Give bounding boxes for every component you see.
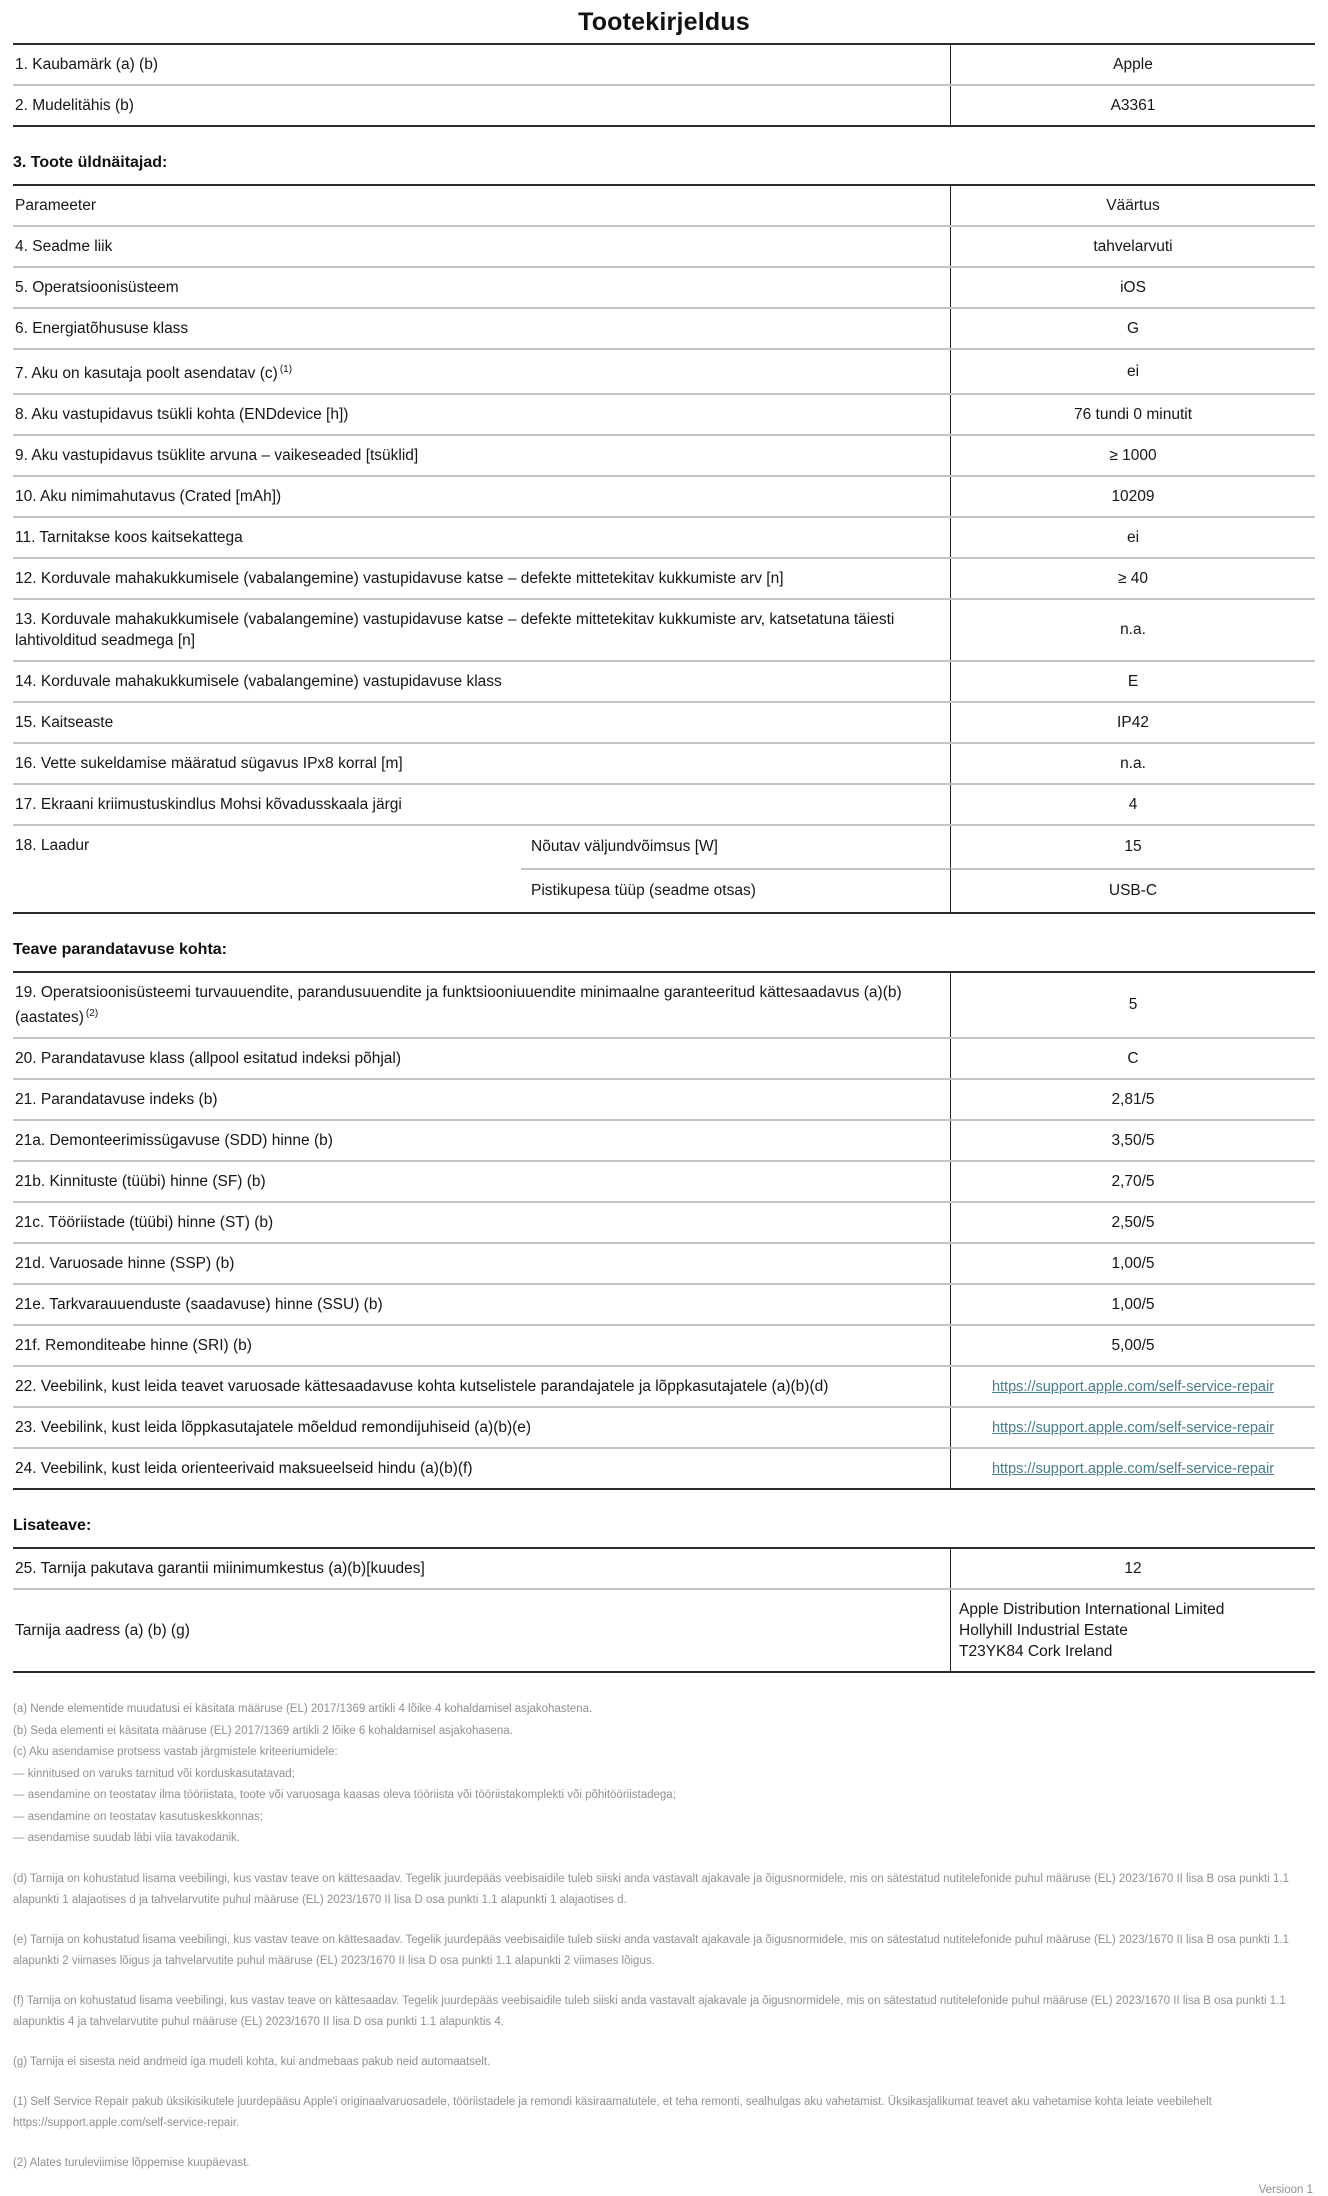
footnote-ref-1: (1)	[279, 364, 293, 375]
table-row	[13, 348, 1315, 393]
row-value: 4	[950, 785, 1315, 824]
row-label: 4. Seadme liik	[15, 238, 113, 255]
row-value: 3,50/5	[950, 1121, 1315, 1160]
table-row	[13, 701, 1315, 742]
self-service-repair-link[interactable]: https://support.apple.com/self-service-repair	[991, 1419, 1275, 1436]
table-row	[13, 660, 1315, 701]
row-value: iOS	[950, 268, 1315, 307]
table-row	[13, 1549, 1315, 1588]
table-row	[13, 266, 1315, 307]
charger-row	[13, 824, 1315, 912]
row-label: 13. Korduvale mahakukkumisele (vabalangemine) vastupidavuse katse – defekte mittetekitav kukkumiste arv, katsetatuna täiesti lahtivolditud seadmega [n]	[15, 611, 895, 650]
row-label: 9. Aku vastupidavus tsüklite arvuna – vaikeseaded [tsüklid]	[15, 447, 419, 465]
table-header-row	[13, 186, 1315, 225]
repairability-table	[13, 971, 1315, 1490]
footnote: (b) Seda elementi ei käsitata määruse (EL) 2017/1369 artikli 2 lõike 6 kohaldamisel asjakohasena.	[13, 1724, 513, 1737]
charger-sub-label: Pistikupesa tüüp (seadme otsas)	[521, 868, 950, 912]
brand-model-table	[13, 43, 1315, 127]
row-label: 5. Operatsioonisüsteem	[15, 279, 179, 296]
table-row	[13, 598, 1315, 660]
row-label: Tarnija aadress (a) (b) (g)	[15, 1622, 190, 1640]
row-value: ei	[950, 350, 1315, 393]
row-label: 21b. Kinnituste (tüübi) hinne (SF) (b)	[15, 1173, 266, 1191]
self-service-repair-link[interactable]: https://support.apple.com/self-service-repair	[991, 1378, 1275, 1395]
row-label: 22. Veebilink, kust leida teavet varuosade kättesaadavuse kohta kutselistele parandajatele ja lõppkasutajatele (a)(b)(d)	[15, 1378, 829, 1396]
row-value: 1,00/5	[950, 1244, 1315, 1283]
general-characteristics-table	[13, 184, 1315, 914]
table-row	[13, 1447, 1315, 1488]
row-label: 20. Parandatavuse klass (allpool esitatud indeksi põhjal)	[15, 1050, 402, 1068]
table-row	[13, 1324, 1315, 1365]
footnote: (2) Alates turuleviimise lõppemise kuupäevast.	[13, 2156, 250, 2169]
row-label: 25. Tarnija pakutava garantii miinimumkestus (a)(b)[kuudes]	[15, 1560, 425, 1578]
row-value: ≥ 1000	[950, 436, 1315, 475]
row-value: C	[950, 1039, 1315, 1078]
row-value: n.a.	[950, 744, 1315, 783]
charger-sub-value: 15	[950, 826, 1315, 868]
row-value: 5,00/5	[950, 1326, 1315, 1365]
footnote: (1) Self Service Repair pakub üksikisikutele juurdepääsu Apple'i originaalvaruosadele, tööriistadele ja remondi käsiraamatutele, et teha remonti, sealhulgas aku vahetamist. Üksikasjalikumat teavet aku vahetamise kohta leiate veebilehelt https://support.apple.com/self-service-repair.	[13, 2095, 1212, 2129]
row-label: 17. Ekraani kriimustuskindlus Mohsi kõvadusskaala järgi	[15, 796, 402, 814]
table-row	[13, 1201, 1315, 1242]
self-service-repair-link[interactable]: https://support.apple.com/self-service-repair	[991, 1460, 1275, 1477]
table-row	[13, 557, 1315, 598]
footnote: — asendamine on teostatav kasutuskeskkonnas;	[13, 1810, 263, 1823]
address-line: Hollyhill Industrial Estate	[959, 1622, 1128, 1640]
footnote-ref-2: (2)	[85, 1008, 99, 1020]
column-header-parameter: Parameeter	[15, 197, 96, 214]
row-label: 6. Energiatõhususe klass	[15, 320, 189, 337]
row-value: IP42	[950, 703, 1315, 742]
table-row	[13, 434, 1315, 475]
table-row	[13, 1365, 1315, 1406]
row-label: 24. Veebilink, kust leida orienteerivaid maksueelseid hindu (a)(b)(f)	[15, 1460, 473, 1478]
supplier-address-row	[13, 1588, 1315, 1671]
row-value: n.a.	[950, 600, 1315, 660]
row-label: 11. Tarnitakse koos kaitsekattega	[15, 529, 243, 547]
table-row	[13, 1119, 1315, 1160]
row-value: 2,50/5	[950, 1203, 1315, 1242]
row-label: 21f. Remonditeabe hinne (SRI) (b)	[15, 1337, 252, 1355]
row-value: Apple	[950, 45, 1315, 84]
row-label: 15. Kaitseaste	[15, 714, 114, 732]
row-value: ei	[950, 518, 1315, 557]
table-row	[13, 1037, 1315, 1078]
row-label: 19. Operatsioonisüsteemi turvauuendite, parandusuuendite ja funktsiooniuuendite minimaalne garanteeritud kättesaadavus (a)(b)(aastates) $^{(2)}$	[15, 984, 902, 1027]
address-line: T23YK84 Cork Ireland	[959, 1643, 1113, 1661]
row-label: 1. Kaubamärk (a) (b)	[15, 56, 158, 73]
table-row	[13, 45, 1315, 84]
row-value: 76 tundi 0 minutit	[950, 395, 1315, 434]
row-value: ≥ 40	[950, 559, 1315, 598]
row-value: 2,81/5	[950, 1080, 1315, 1119]
row-label: 14. Korduvale mahakukkumisele (vabalangemine) vastupidavuse klass	[15, 673, 502, 691]
row-label: 21d. Varuosade hinne (SSP) (b)	[15, 1255, 235, 1273]
footnote: (g) Tarnija ei sisesta neid andmeid iga mudeli kohta, kui andmebaas pakub neid automaatselt.	[13, 2055, 491, 2068]
row-label: 2. Mudelitähis (b)	[15, 97, 134, 114]
table-row	[13, 1160, 1315, 1201]
table-row	[13, 307, 1315, 348]
table-row	[13, 742, 1315, 783]
row-value: tahvelarvuti	[950, 227, 1315, 266]
table-row	[13, 1283, 1315, 1324]
row-label: 16. Vette sukeldamise määratud sügavus IPx8 korral [m]	[15, 755, 403, 773]
footnote: (f) Tarnija on kohustatud lisama veebilingi, kus vastav teave on kättesaadav. Tegelik juurdepääs veebisaidile tuleb siiski anda vastavalt ajakavale ja õigusnormidele, mis on sätestatud nutitelefonide puhul määruse (EL) 2023/1670 II lisa B osa punkti 1.1 alapunktis 4 ja tahvelarvutite puhul määruse (EL) 2023/1670 II lisa D osa punkti 1.1 alapunktis 4.	[13, 1994, 1286, 2028]
row-label: 21c. Tööriistade (tüübi) hinne (ST) (b)	[15, 1214, 274, 1232]
table-row	[13, 475, 1315, 516]
table-row	[13, 1406, 1315, 1447]
row-value: A3361	[950, 86, 1315, 125]
row-value: E	[950, 662, 1315, 701]
table-row	[13, 783, 1315, 824]
footnotes-block	[13, 1699, 1315, 2174]
charger-sub-label: Nõutav väljundvõimsus [W]	[531, 838, 718, 856]
row-label: 7. Aku on kasutaja poolt asendatav (c) $^{(1)}$	[15, 364, 293, 383]
row-value: G	[950, 309, 1315, 348]
table-row	[13, 516, 1315, 557]
table-row	[13, 1242, 1315, 1283]
row-value	[950, 1449, 1315, 1488]
charger-sub-value: USB-C	[950, 868, 1315, 912]
row-label: 23. Veebilink, kust leida lõppkasutajatele mõeldud remondijuhiseid (a)(b)(e)	[15, 1419, 532, 1437]
row-value	[950, 1408, 1315, 1447]
table-row	[13, 225, 1315, 266]
row-value: 10209	[950, 477, 1315, 516]
table-row	[13, 973, 1315, 1037]
row-value	[950, 1367, 1315, 1406]
section-heading-additional: Lisateave:	[13, 1517, 92, 1535]
footnote: (d) Tarnija on kohustatud lisama veebilingi, kus vastav teave on kättesaadav. Tegelik juurdepääs veebisaidile tuleb siiski anda vastavalt ajakavale ja õigusnormidele, mis on sätestatud nutitelefonide puhul määruse (EL) 2023/1670 II lisa B osa punkti 1.1 alapunkti 1 alajaotises d ja tahvelarvutite puhul määruse (EL) 2023/1670 II lisa D osa punkti 1.1 alapunkti 1 alajaotises d.	[13, 1872, 1289, 1906]
row-label: 12. Korduvale mahakukkumisele (vabalangemine) vastupidavuse katse – defekte mittetekitav kukkumiste arv [n]	[15, 570, 784, 588]
footnote: (e) Tarnija on kohustatud lisama veebilingi, kus vastav teave on kättesaadav. Tegelik juurdepääs veebisaidile tuleb siiski anda vastavalt ajakavale ja õigusnormidele, mis on sätestatud nutitelefonide puhul määruse (EL) 2023/1670 II lisa B osa punkti 1.1 alapunkti 2 viimases lõigus ja tahvelarvutite puhul määruse (EL) 2023/1670 II lisa D osa punkti 1.1 alapunkti 2 viimases lõigus.	[13, 1933, 1289, 1967]
row-value: 2,70/5	[950, 1162, 1315, 1201]
row-label: 21e. Tarkvarauuenduste (saadavuse) hinne (SSU) (b)	[15, 1296, 383, 1314]
footnote: — asendamine on teostatav ilma tööriistata, toote või varuosaga kaasas oleva tööriista või tööriistakomplekti või põhitööriistadega;	[13, 1789, 676, 1802]
footnote: — kinnitused on varuks tarnitud või korduskasutatavad;	[13, 1767, 295, 1780]
row-label: 18. Laadur	[15, 837, 90, 855]
table-row	[13, 393, 1315, 434]
additional-info-table	[13, 1547, 1315, 1673]
row-label: 21. Parandatavuse indeks (b)	[15, 1091, 218, 1109]
footnote: (c) Aku asendamise protsess vastab järgmistele kriteeriumidele:	[13, 1746, 338, 1759]
row-value: 5	[950, 973, 1315, 1037]
page-title: Tootekirjeldus	[578, 8, 750, 36]
column-header-value: Väärtus	[950, 186, 1315, 225]
footnote: — asendamise suudab läbi viia tavakodanik.	[13, 1832, 240, 1845]
section-heading-general: 3. Toote üldnäitajad:	[13, 154, 168, 171]
row-label: 10. Aku nimimahutavus (Crated [mAh])	[15, 488, 282, 506]
table-row	[13, 84, 1315, 125]
table-row	[13, 1078, 1315, 1119]
version-label: Versioon 1	[1258, 2183, 1313, 2196]
row-value: 12	[950, 1549, 1315, 1588]
address-line: Apple Distribution International Limited	[959, 1601, 1225, 1619]
row-label: 8. Aku vastupidavus tsükli kohta (ENDdevice [h])	[15, 406, 349, 424]
row-label: 21a. Demonteerimissügavuse (SDD) hinne (b)	[15, 1132, 333, 1150]
supplier-address	[950, 1590, 1315, 1671]
footnote: (a) Nende elementide muudatusi ei käsitata määruse (EL) 2017/1369 artikli 4 lõike 4 kohaldamisel asjakohastena.	[13, 1703, 593, 1716]
section-heading-repairability: Teave parandatavuse kohta:	[13, 941, 228, 959]
row-value: 1,00/5	[950, 1285, 1315, 1324]
